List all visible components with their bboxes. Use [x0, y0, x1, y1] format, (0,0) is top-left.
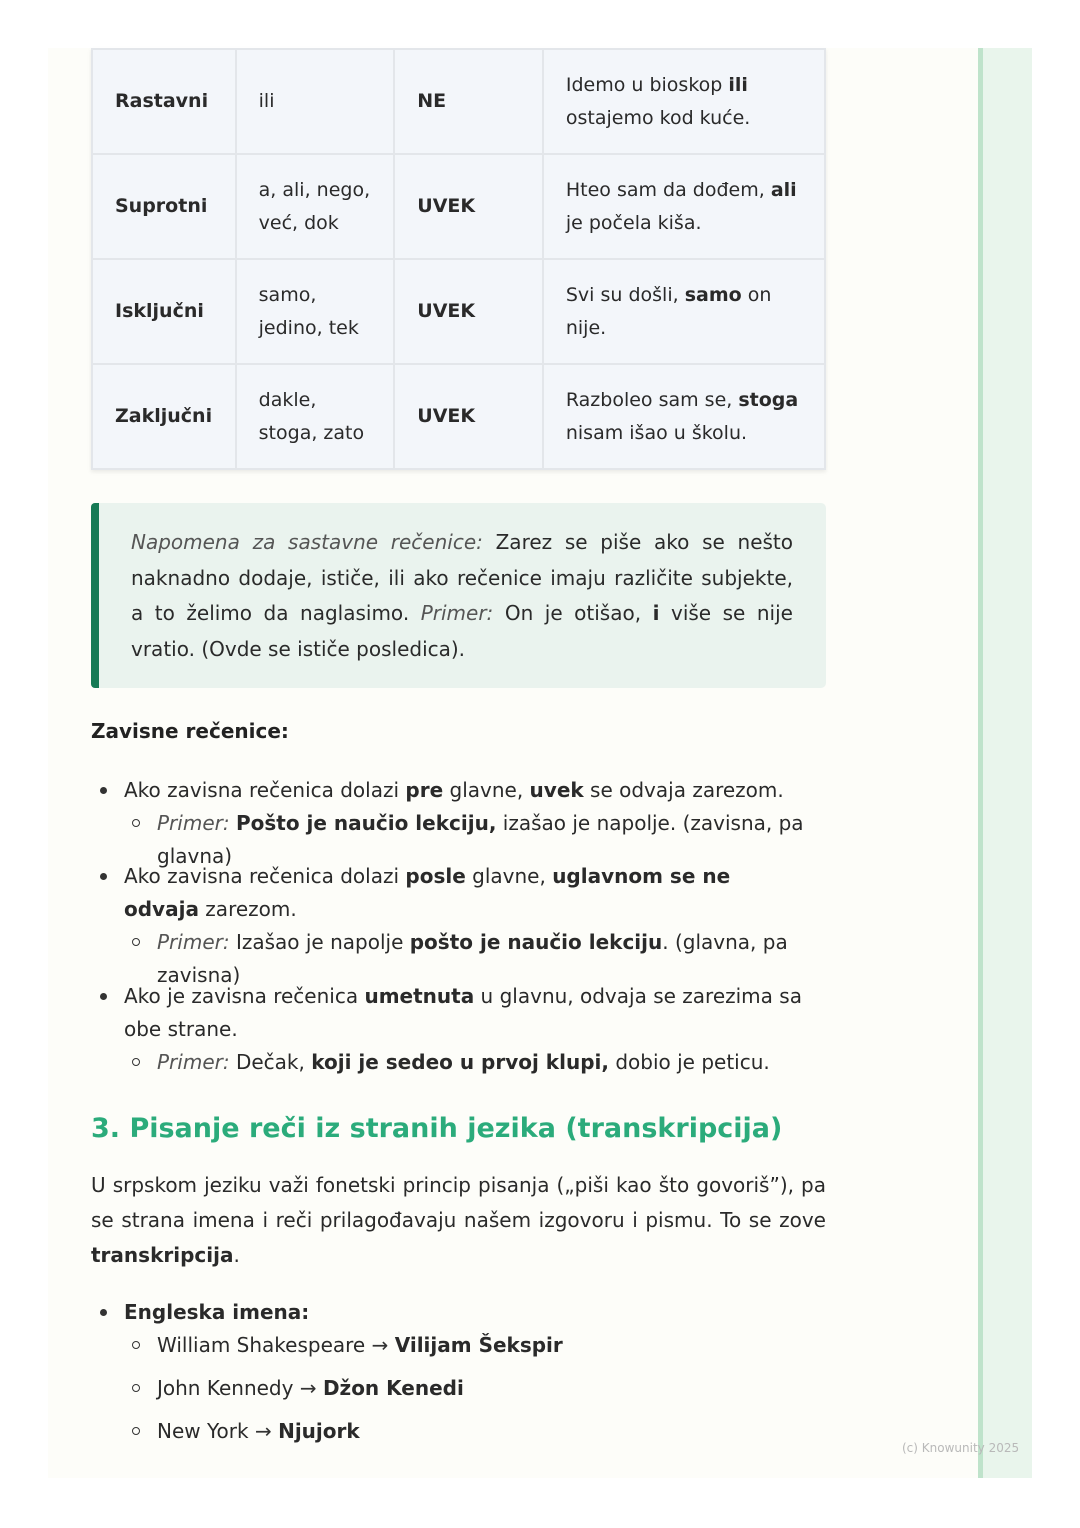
table-cell-comma: NE: [394, 49, 543, 154]
list-item: [91, 860, 827, 926]
table-cell-example: Razboleo sam se, stoga nisam išao u školu.: [543, 364, 825, 469]
table-row: [92, 49, 825, 154]
table-cell-conjunctions: ili: [236, 49, 395, 154]
english-names-list: [91, 1296, 827, 1448]
sub-list-item-text: Primer: Dečak, koji je sedeo u prvoj klupi, dobio je peticu.: [157, 1050, 770, 1074]
document-content: [91, 48, 827, 1443]
list-item-text: Ako zavisna rečenica dolazi pre glavne, uvek se odvaja zarezom.: [124, 778, 784, 802]
sub-bullet-icon: [132, 938, 140, 946]
table-cell-example: Svi su došli, samo on nije.: [543, 259, 825, 364]
list-item-text: Ako je zavisna rečenica umetnuta u glavnu, odvaja se zarezima sa obe strane.: [124, 984, 802, 1041]
table-cell-type: Zaključni: [92, 364, 236, 469]
list-item: [91, 774, 827, 807]
sub-list-item: [91, 1372, 827, 1415]
table-cell-comma: UVEK: [394, 154, 543, 259]
sub-bullet-icon: [132, 1058, 140, 1066]
table-cell-example: Hteo sam da dođem, ali je počela kiša.: [543, 154, 825, 259]
note-accent-bar: [91, 503, 99, 688]
table-cell-example: Idemo u bioskop ili ostajemo kod kuće.: [543, 49, 825, 154]
arrow-right-icon: →: [254, 1419, 272, 1443]
bullet-icon: [100, 1309, 107, 1316]
table-cell-type: Isključni: [92, 259, 236, 364]
sub-list-item: [91, 1415, 827, 1448]
watermark: (c) Knowunity 2025: [902, 1441, 1020, 1455]
sub-bullet-icon: [132, 1341, 140, 1349]
sub-list-item-text: Primer: Izašao je napolje pošto je naučio lekciju. (glavna, pa zavisna): [157, 930, 788, 987]
dependent-clauses-heading: Zavisne rečenice:: [91, 719, 289, 743]
table-cell-comma: UVEK: [394, 364, 543, 469]
sub-list-item-text: John Kennedy → Džon Kenedi: [157, 1376, 464, 1400]
note-box: [91, 503, 826, 688]
bullet-icon: [100, 787, 107, 794]
table-cell-conjunctions: dakle, stoga, zato: [236, 364, 395, 469]
section-title: 3. Pisanje reči iz stranih jezika (transkripcija): [91, 1113, 783, 1144]
conjunction-table: [91, 48, 826, 470]
table-cell-type: Rastavni: [92, 49, 236, 154]
bullet-icon: [100, 873, 107, 880]
sub-bullet-icon: [132, 1427, 140, 1435]
section-paragraph: U srpskom jeziku važi fonetski princip pisanja („piši kao što govoriš”), pa se strana imena i reči prilagođavaju našem izgovoru i pismu. To se zove transkripcija.: [91, 1173, 826, 1267]
right-rail: [978, 48, 1032, 1478]
table-row: [92, 154, 825, 259]
sub-list-item: [91, 1046, 827, 1079]
table-cell-conjunctions: samo, jedino, tek: [236, 259, 395, 364]
dependent-clauses-list: [91, 774, 827, 868]
sub-list-item-text: Primer: Pošto je naučio lekciju, izašao je napolje. (zavisna, pa glavna): [157, 811, 804, 868]
sub-list-item: [91, 926, 827, 987]
list-item: [91, 1296, 827, 1329]
bullet-icon: [100, 993, 107, 1000]
list-heading: Engleska imena:: [124, 1300, 310, 1324]
sub-list-item: [91, 1329, 827, 1372]
dependent-clauses-list-2: [91, 860, 827, 987]
table-cell-conjunctions: a, ali, nego, već, dok: [236, 154, 395, 259]
sub-bullet-icon: [132, 1384, 140, 1392]
arrow-right-icon: →: [371, 1333, 389, 1357]
sub-list-item-text: New York → Njujork: [157, 1419, 360, 1443]
list-item: [91, 980, 827, 1046]
table-cell-type: Suprotni: [92, 154, 236, 259]
dependent-clauses-list-3: [91, 980, 827, 1079]
table-row: [92, 259, 825, 364]
table-row: [92, 364, 825, 469]
list-item-text: Ako zavisna rečenica dolazi posle glavne, uglavnom se ne odvaja zarezom.: [124, 864, 731, 921]
table-cell-comma: UVEK: [394, 259, 543, 364]
arrow-right-icon: →: [299, 1376, 317, 1400]
sub-bullet-icon: [132, 819, 140, 827]
sub-list-item: [91, 807, 827, 868]
sub-list-item-text: William Shakespeare → Vilijam Šekspir: [157, 1333, 563, 1357]
note-text: Napomena za sastavne rečenice: Zarez se piše ako se nešto naknadno dodaje, ističe, ili ako rečenice imaju različite subjekte, a to želimo da naglasimo. Primer: On je otišao, i više se nije vratio. (Ovde se ističe posledica).: [131, 530, 793, 661]
